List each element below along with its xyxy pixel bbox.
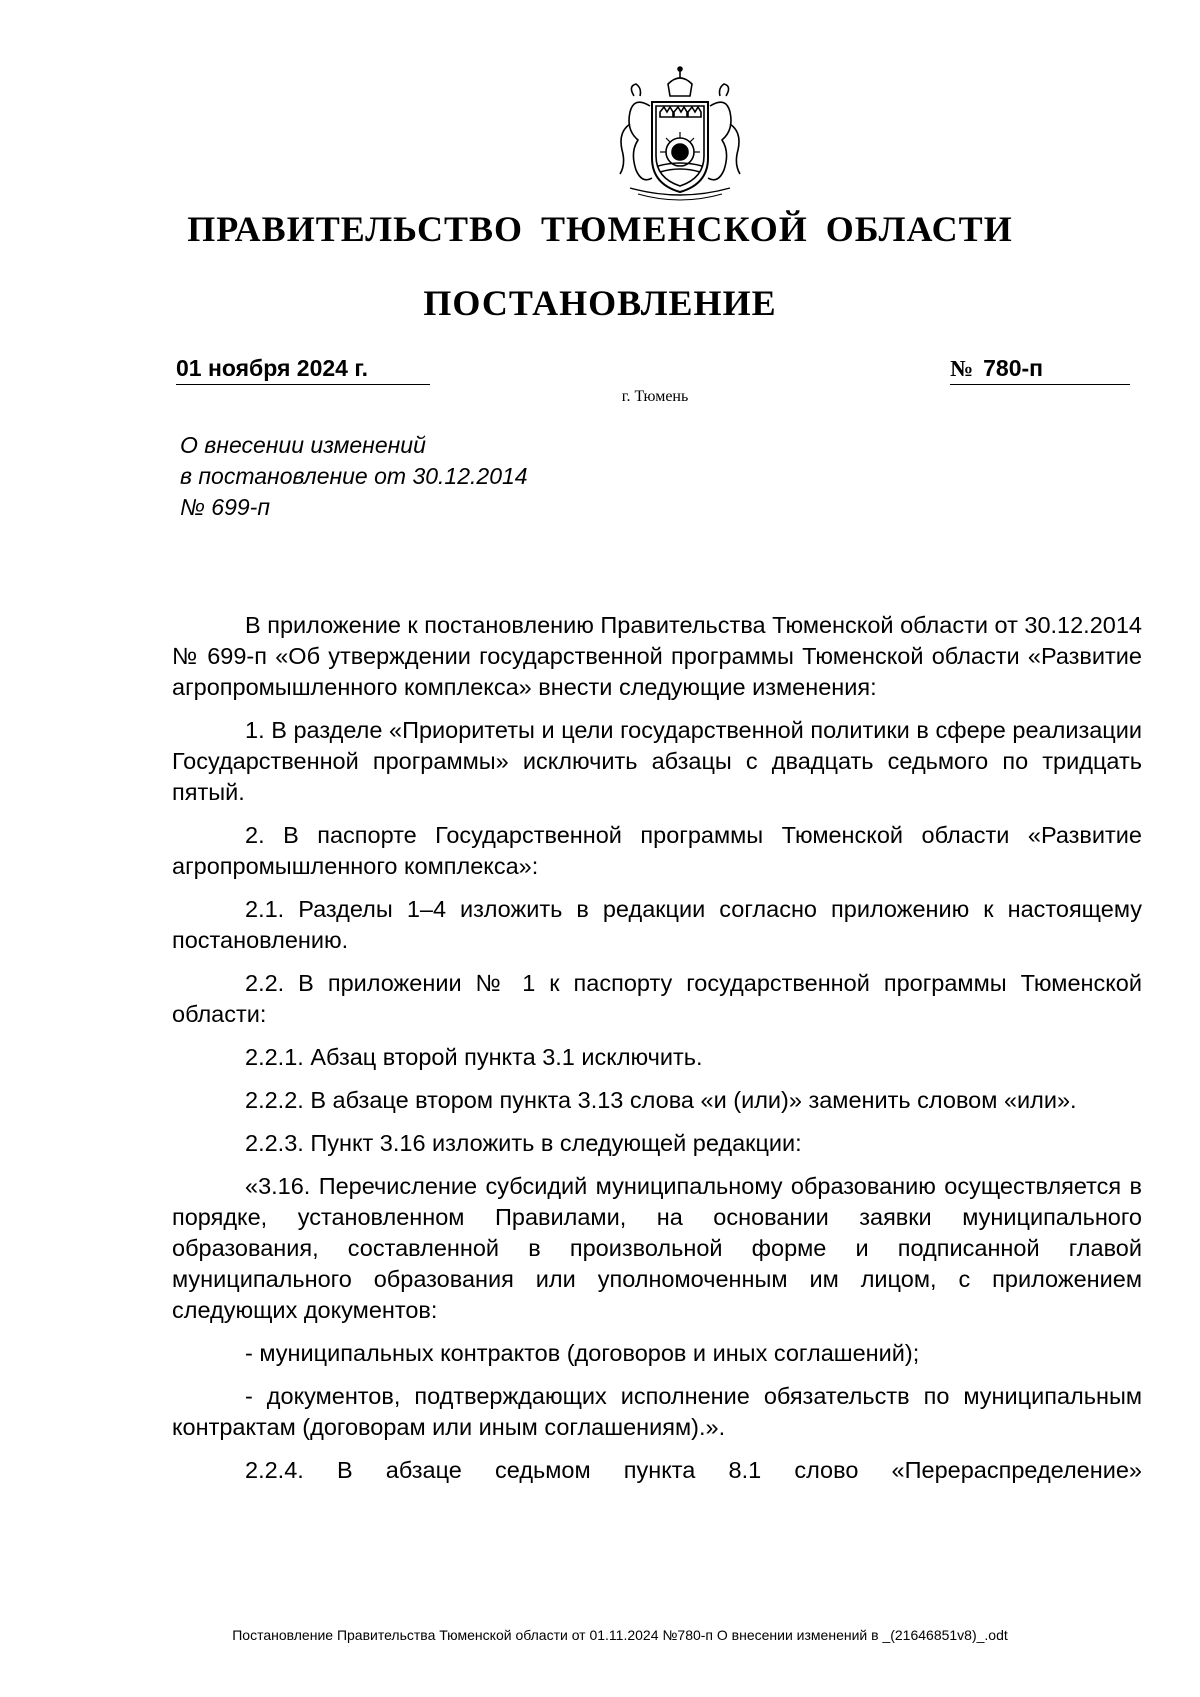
body-paragraph: 1. В разделе «Приоритеты и цели государственной политики в сфере реализации Государственной программы» исключить абзацы с двадцать седьмого по тридцать пятый. <box>172 717 1142 805</box>
number-sign: № <box>950 356 974 381</box>
body-paragraph: 2.2.4. В абзаце седьмом пункта 8.1 слово «Перераспределение» <box>245 1457 1142 1483</box>
document-date: 01 ноября 2024 г. <box>176 355 430 385</box>
document-type-title: ПОСТАНОВЛЕНИЕ <box>423 283 777 323</box>
document-number <box>950 355 1130 385</box>
organization-title: ПРАВИТЕЛЬСТВО ТЮМЕНСКОЙ ОБЛАСТИ <box>187 209 1013 249</box>
body-paragraph: 2.1. Разделы 1–4 изложить в редакции согласно приложению к настоящему постановлению. <box>172 896 1142 953</box>
tyumen-region-coat-of-arms-icon <box>590 66 770 206</box>
number-value: 780-п <box>983 355 1044 381</box>
body-paragraph: 2.2.3. Пункт 3.16 изложить в следующей редакции: <box>245 1130 802 1156</box>
body-paragraph: - муниципальных контрактов (договоров и иных соглашений); <box>245 1340 920 1366</box>
subject-line: в постановление от 30.12.2014 <box>180 463 528 489</box>
body-paragraph: В приложение к постановлению Правительства Тюменской области от 30.12.2014 № 699-п «Об утверждении государственной программы Тюменской области «Развитие агропромышленного комплекса» внести следующие изменения: <box>172 612 1142 700</box>
body-paragraph: 2.2.1. Абзац второй пункта 3.1 исключить. <box>245 1044 703 1070</box>
body-paragraph: 2. В паспорте Государственной программы Тюменской области «Развитие агропромышленного комплекса»: <box>172 822 1142 879</box>
subject-line: О внесении изменений <box>180 432 426 458</box>
page-footer: Постановление Правительства Тюменской области от 01.11.2024 №780-п О внесении изменений в _(21646851v8)_.odt <box>232 1627 1008 1643</box>
document-body <box>172 610 1142 1498</box>
body-paragraph: «3.16. Перечисление субсидий муниципальному образованию осуществляется в порядке, установленном Правилами, на основании заявки муниципального образования, составленной в произвольной форме и подписанной главой муниципального образования или уполномоченным им лицом, с приложением следующих документов: <box>172 1173 1142 1323</box>
document-subject <box>180 430 680 523</box>
body-paragraph: - документов, подтверждающих исполнение обязательств по муниципальным контрактам (договорам или иным соглашениям).». <box>172 1383 1142 1440</box>
body-paragraph: 2.2.2. В абзаце втором пункта 3.13 слова «и (или)» заменить словом «или». <box>245 1087 1077 1113</box>
subject-line: № 699-п <box>180 494 270 520</box>
document-city: г. Тюмень <box>621 388 689 405</box>
body-paragraph: 2.2. В приложении № 1 к паспорту государственной программы Тюменской области: <box>172 970 1142 1027</box>
